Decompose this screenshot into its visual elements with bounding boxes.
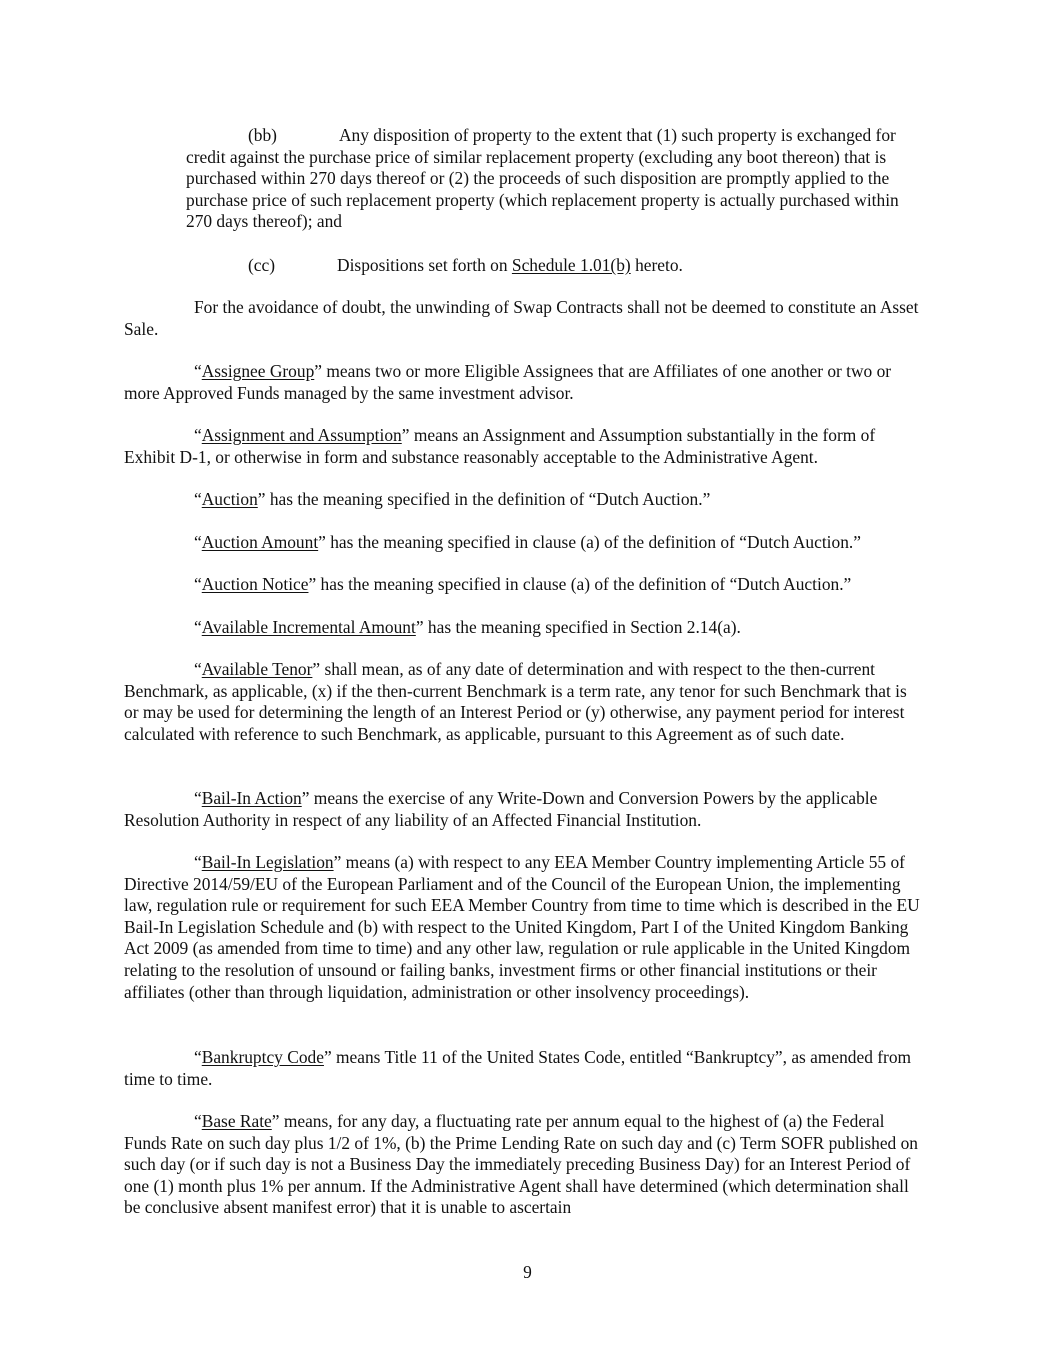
definition-text: shall mean, as of any date of determination and with respect to the then-current Benchmark, as applicable, (x) if the then-current Benchmark is a term rate, any tenor for such Benchmark that is or may be used for determining the length of an Interest Period or (y) otherwise, any payment period for interest calculated with reference to such Benchmark, as applicable, pursuant to this Agreement as of such date.	[124, 659, 907, 744]
definition-assignment-and-assumption	[124, 425, 924, 468]
close-quote: ”	[333, 852, 342, 872]
close-quote: ”	[318, 532, 326, 552]
definition-assignee-group	[124, 361, 924, 404]
definition-bail-in-action	[124, 788, 924, 831]
open-quote: “	[194, 425, 202, 445]
definition-available-tenor	[124, 659, 924, 745]
definition-text: means the exercise of any Write-Down and Conversion Powers by the applicable Resolution Authority in respect of any liability of an Affected Financial Institution.	[124, 788, 878, 830]
open-quote: “	[194, 659, 202, 679]
defined-term: Auction Notice	[201, 574, 309, 594]
close-quote: ”	[323, 1047, 332, 1067]
open-quote: “	[194, 574, 202, 594]
clause-bb-text: Any disposition of property to the extent that (1) such property is exchanged for credit against the purchase price of similar replacement property (excluding any boot thereon) that is purchased within 270 days thereof or (2) the proceeds of such disposition are promptly applied to the purchase price of such replacement property (which replacement property is actually purchased within 270 days thereof); and	[186, 125, 899, 232]
definition-bankruptcy-code	[124, 1047, 924, 1090]
definition-text: has the meaning specified in clause (a) of the definition of “Dutch Auction.”	[325, 532, 861, 552]
close-quote: ”	[314, 361, 323, 381]
defined-term: Auction Amount	[201, 532, 319, 552]
open-quote: “	[194, 788, 202, 808]
definition-auction	[124, 489, 924, 511]
defined-term: Auction	[201, 489, 258, 509]
close-quote: ”	[257, 489, 266, 509]
definition-bail-in-legislation	[124, 852, 924, 1003]
close-quote: ”	[415, 617, 424, 637]
open-quote: “	[194, 532, 202, 552]
clause-bb-label: (bb)	[248, 125, 277, 145]
close-quote: ”	[401, 425, 410, 445]
defined-term: Bankruptcy Code	[201, 1047, 324, 1067]
defined-term: Base Rate	[201, 1111, 272, 1131]
close-quote: ”	[312, 659, 321, 679]
definition-text: means an Assignment and Assumption substantially in the form of Exhibit D-1, or otherwise in form and substance reasonably acceptable to the Administrative Agent.	[124, 425, 876, 467]
avoidance-paragraph: For the avoidance of doubt, the unwinding of Swap Contracts shall not be deemed to constitute an Asset Sale.	[124, 297, 919, 339]
open-quote: “	[194, 489, 202, 509]
open-quote: “	[194, 1047, 202, 1067]
definition-base-rate	[124, 1111, 924, 1219]
close-quote: ”	[308, 574, 317, 594]
open-quote: “	[194, 617, 202, 637]
definition-text: has the meaning specified in the definition of “Dutch Auction.”	[265, 489, 711, 509]
definition-text: means Title 11 of the United States Code, entitled “Bankruptcy”, as amended from time to time.	[124, 1047, 912, 1089]
close-quote: ”	[301, 788, 310, 808]
close-quote: ”	[271, 1111, 280, 1131]
open-quote: “	[194, 1111, 202, 1131]
definition-auction-notice	[124, 574, 924, 596]
clause-cc	[186, 255, 926, 277]
clause-bb	[186, 125, 926, 233]
definition-text: means, for any day, a fluctuating rate per annum equal to the highest of (a) the Federal Funds Rate on such day plus 1/2 of 1%, (b) the Prime Lending Rate on such day and (c) Term SOFR published on such day (or if such day is not a Business Day the immediately preceding Business Day) for an Interest Period of one (1) month plus 1% per annum. If the Administrative Agent shall have determined (which determination shall be conclusive absent manifest error) that it is unable to ascertain	[124, 1111, 918, 1218]
page-number: 9	[523, 1262, 532, 1282]
clause-cc-label: (cc)	[248, 255, 276, 275]
defined-term: Bail-In Action	[201, 788, 302, 808]
open-quote: “	[194, 361, 202, 381]
clause-cc-text-before: Dispositions set forth on	[337, 255, 512, 275]
defined-term: Available Tenor	[201, 659, 313, 679]
defined-term: Assignee Group	[201, 361, 315, 381]
open-quote: “	[194, 852, 202, 872]
defined-term: Bail-In Legislation	[201, 852, 334, 872]
definition-text: has the meaning specified in Section 2.14(a).	[423, 617, 741, 637]
schedule-reference: Schedule 1.01(b)	[511, 255, 631, 275]
defined-term: Assignment and Assumption	[201, 425, 402, 445]
definition-available-incremental-amount	[124, 617, 924, 639]
definition-auction-amount	[124, 532, 924, 554]
definition-text: has the meaning specified in clause (a) of the definition of “Dutch Auction.”	[316, 574, 852, 594]
definition-text: means two or more Eligible Assignees that are Affiliates of one another or two or more Approved Funds managed by the same investment advisor.	[124, 361, 892, 403]
clause-cc-text-after: hereto.	[630, 255, 683, 275]
definition-text: means (a) with respect to any EEA Member Country implementing Article 55 of Directive 2014/59/EU of the European Parliament and of the Council of the European Union, the implementing law, regulation rule or requirement for such EEA Member Country from time to time which is described in the EU Bail-In Legislation Schedule and (b) with respect to the United Kingdom, Part I of the United Kingdom Banking Act 2009 (as amended from time to time) and any other law, regulation or rule applicable in the United Kingdom relating to the resolution of unsound or failing banks, investment firms or other financial institutions or their affiliates (other than through liquidation, administration or other insolvency proceedings).	[124, 852, 920, 1002]
defined-term: Available Incremental Amount	[201, 617, 416, 637]
